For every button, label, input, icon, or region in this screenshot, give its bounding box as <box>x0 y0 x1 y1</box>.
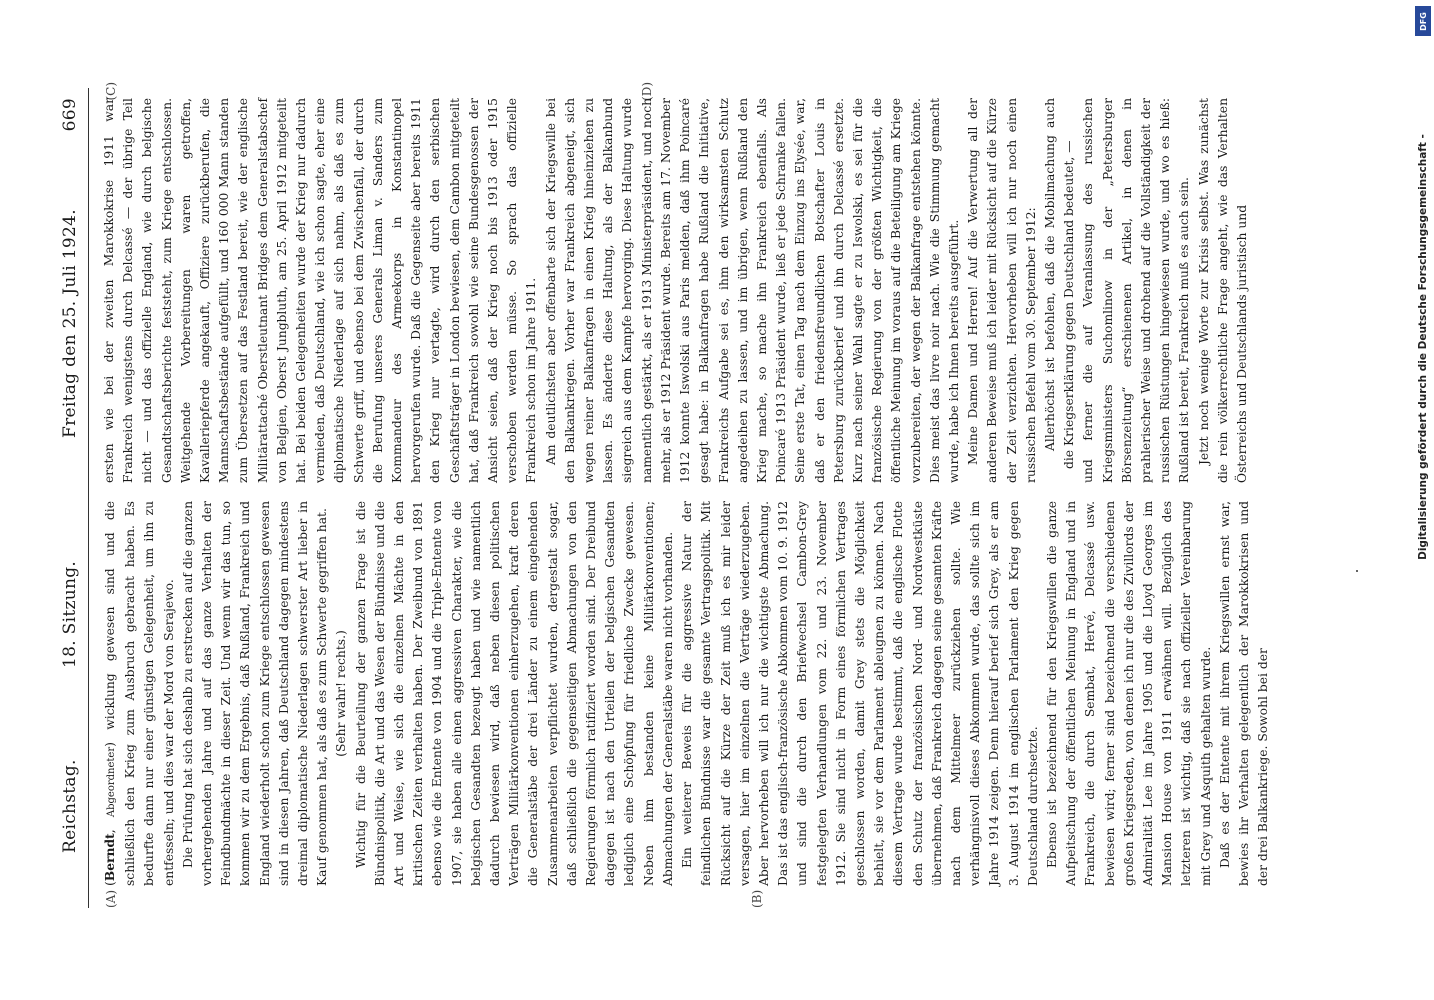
left-paragraph-4: Ein weiterer Beweis für die aggressive Natur der feindlichen Bündnisse war die gesamte Vertragspolitik. Mit Rücksicht auf die Kürze der Zeit muß ich es mir leider versagen, hier im einzelnen die Verträge wiederzugeben. Aber hervorheben will ich nur die wichtigste Abmachung. Das ist das englisch-französische Abkommen vom 10. 9. 1912 und sind die durch den Briefwechsel Cambon-Grey festgelegten Verhandlungen vom 22. und 23. November 1912. Sie sind nicht in Form eines förmlichen Vertrages geschlossen worden, damit Grey stets die Möglichkeit behielt, sie vor dem Parlament ableugnen zu können. Nach diesem Vertrage wurde bestimmt, daß die englische Flotte den Schutz der französischen Nord- und Nordwestküste übernehmen, daß Frankreich dagegen seine gesamten Kräfte nach dem Mittelmeer zurückziehen sollte. Wie verhängnisvoll dieses Abkommen wurde, das sollte sich im Jahre 1914 zeigen. Denn hierauf berief sich Grey, als er am 3. August 1914 im englischen Parlament den Krieg gegen Deutschland durchsetzte. <box>680 501 1040 886</box>
left-interjection: (Sehr wahr! rechts.) <box>334 630 349 757</box>
digitization-text: Digitalisierung gefördert durch die Deutsche Forschungsgemeinschaft - <box>1417 134 1429 560</box>
right-paragraph-1: Am deutlichsten aber offenbarte sich der Kriegswille bei den Balkankriegen. Vorher war Frankreich abgeneigt, sich wegen reiner Balkanfragen in einen Krieg hineinziehen zu lassen. Es änderte diese Haltung, als der Balkanbund siegreich aus dem Kampfe hervorging. Diese Haltung wurde namentlich gestärkt, als er 1913 Ministerpräsident, und noch mehr, als er 1912 Präsident wurde. Bereits am 17. November 1912 konnte Iswolski aus Paris melden, daß ihm Poincaré gesagt habe: in Balkanfragen habe Rußland die Initiative, Frankreichs Aufgabe sei es, ihm den wirksamsten Schutz angedeihen zu lassen, und im übrigen, wenn Rußland den Krieg mache, so mache ihn Frankreich ebenfalls. Als Poincaré 1913 Präsident wurde, ließ er jede Schranke fallen. Seine erste Tat, einen Tag nach dem Einzug ins Elysée, war, daß er den friedensfreundlichen Botschafter Louis in Petersburg zurückberief und ihn durch Delcassé ersetzte. Kurz nach seiner Wahl sagte er zu Iswolski, es sei für die französische Regierung von der größten Wichtigkeit, die öffentliche Meinung im voraus auf die Beteiligung am Kriege vorzubereiten, der wegen der Balkanfrage entstehen könnte. Dies meist das livre noir nach. Wie die Stimmung gemacht wurde, habe ich Ihnen bereits ausgeführt. <box>543 98 961 483</box>
page-content <box>60 82 1390 908</box>
page-header <box>60 88 88 908</box>
left-column <box>100 501 1273 886</box>
speaker-name: Berndt <box>102 833 117 882</box>
scanned-page <box>60 68 1390 928</box>
left-paragraph-3: Wichtig für die Beurteilung der ganzen Frage ist die Bündnispolitik, die Art und das Wesen der Bündnisse und die Art und Weise, wie sich die einzelnen Mächte in den kritischen Zeiten verhalten haben. Der Zweibund von 1891 ebenso wie die Entente von 1904 und die Triple-Entente von 1907, sie haben alle einen aggressiven Charakter, wie die belgischen Gesandten bezeugt haben und wie namentlich dadurch bewiesen wird, daß neben diesen politischen Verträgen Militärkonventionen einherzugehen, kraft deren die Generalstäbe der drei Länder zu einem eingehenden Zusammenarbeiten verpflichtet wurden, dergestalt sogar, daß schließlich die gegenseitigen Abmachungen von den Regierungen förmlich ratifiziert worden sind. Der Dreibund dagegen ist nach den Urteilen der belgischen Gesandten lediglich eine Schöpfung für friedliche Zwecke gewesen. Neben ihm bestanden keine Militärkonventionen; Abmachungen der Generalstäbe waren nicht vorhanden. <box>353 501 675 886</box>
left-paragraph-5: Ebenso ist bezeichnend für den Kriegswillen die ganze Aufpeitschung der öffentlichen Meinung in England und in Frankreich, die durch Sembat, Hervé, Delcassé usw. bewiesen wird; ferner sind bezeichnend die verschiedenen großen Kriegsreden, von denen ich nur die des Zivillords der Admiralität Lee im Jahre 1905 und die Lloyd Georges im Mansion House von 1911 erwähnen will. Bezüglich des letzteren ist wichtig, daß sie nach offizieller Vereinbarung mit Grey und Asquith gehalten wurde. <box>1044 501 1213 886</box>
left-paragraph-6: Daß es der Entente mit ihrem Kriegswillen ernst war, bewies ihr Verhalten gelegentlich der Marokkokrisen und der drei Balkankriege. Sowohl bei der <box>1217 501 1271 886</box>
header-session: 18. Sitzung. <box>60 560 80 668</box>
left-paragraph-0: (Berndt, Abgeordneter) wicklung gewesen sind und die schließlich den Krieg zum Ausbruch gebracht haben. Es bedurfte dann nur einer günstigen Gelegenheit, um ihn zu entfesseln; und dies war der Mord von Serajewo. <box>102 501 176 886</box>
margin-marker-d: (D) <box>640 82 654 101</box>
page-number: 669 <box>60 98 80 132</box>
margin-marker-a: (A) <box>104 889 118 908</box>
right-quote: Allerhöchst ist befohlen, daß die Mobilmachung auch die Kriegserklärung gegen Deutschland bedeutet, — <box>1042 98 1077 469</box>
margin-marker-c: (C) <box>104 82 118 101</box>
right-paragraph-2: Meine Damen und Herren! Auf die Verwertung all der anderen Beweise muß ich leider mit Rücksicht auf die Kürze der Zeit verzichten. Hervorheben will ich nur noch einen russischen Befehl vom 30. September 1912: <box>966 98 1038 483</box>
right-column <box>100 98 1252 483</box>
header-rule <box>88 88 89 908</box>
margin-marker-b: (B) <box>750 889 764 908</box>
right-paragraph-4: und ferner die auf Veranlassung des russischen Kriegsministers Suchomlinow in der „Petersburger Börsenzeitung“ erschienenen Artikel, in denen in prahlerischer Weise und drohend auf die Vollständigkeit der russischen Rüstungen hingewiesen wurde, und wo es hieß: Rußland ist bereit, Frankreich muß es auch sein. <box>1081 98 1192 483</box>
speaker-role: Abgeordneter <box>106 746 117 818</box>
digitization-notice <box>1414 6 1432 986</box>
right-paragraph-0: ersten wie bei der zweiten Marokkokrise 1911 war Frankreich wenigstens durch Delcassé — der übrige Teil nicht — und das offizielle England, wie durch belgische Gesandtschaftsberichte feststeht, zum Kriege entschlossen. Weitgehende Vorbereitungen waren getroffen, Kavalleriepferde angekauft, Offiziere zurückberufen, die Mannschaftsbestände aufgefüllt, und 160 000 Mann standen zum Übersetzen auf das Festland bereit, wie der englische Militärattaché Oberstleutnant Bridges dem Generalstabschef von Belgien, Oberst Jungbluth, am 25. April 1912 mitgeteilt hat. Bei beiden Gelegenheiten wurde der Krieg nur dadurch vermieden, daß Deutschland, wie ich schon sagte, eher eine diplomatische Niederlage auf sich nahm, als daß es zum Schwerte griff, und ebenso bei dem Zwischenfall, der durch die Berufung unseres Generals Liman v. Sanders zum Kommandeur des Armeekorps in Konstantinopel hervorgerufen wurde. Daß die Gegenseite aber bereits 1911 den Krieg nur vertagte, wird durch den serbischen Geschäftsträger in London bewiesen, dem Cambon mitgeteilt hat, daß Frankreich sowohl wie seine Bundesgenossen der Ansicht seien, daß der Krieg noch bis 1913 oder 1915 verschoben werden müsse. So sprach das offizielle Frankreich schon im Jahre 1911. <box>102 98 539 483</box>
dfg-logo-icon: DFG <box>1415 6 1431 36</box>
left-paragraph-1: Die Prüfung hat sich deshalb zu erstrecken auf die ganzen vorhergehenden Jahre und auf das ganze Verhalten der Feindbundmächte in dieser Zeit. Und wenn wir das tun, so kommen wir zu dem Ergebnis, daß Rußland, Frankreich und England wiederholt schon zum Kriege entschlossen gewesen sind in diesen Jahren, daß Deutschland dagegen mindestens dreimal diplomatische Niederlagen schwerster Art lieber in Kauf genommen hat, als daß es zum Schwerte gegriffen hat. <box>180 501 330 886</box>
header-date: Freitag den 25. Juli 1924. <box>60 209 80 438</box>
scan-speck <box>1356 570 1358 572</box>
right-paragraph-5: Jetzt noch wenige Worte zur Krisis selbst. Was zunächst die rein völkerrechtliche Frage angeht, wie das Verhalten Österreichs und Deutschlands juristisch und <box>1196 98 1249 483</box>
header-parliament: Reichstag. <box>60 759 80 853</box>
